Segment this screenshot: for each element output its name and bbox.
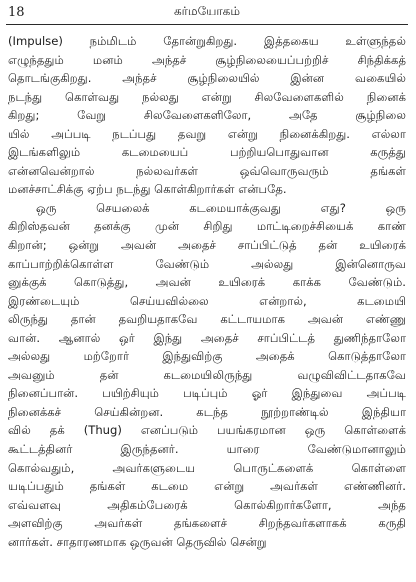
text-line: இடங்களிலும் கடமையைப் பற்றியபொதுவான கருத்து [8, 145, 406, 160]
paragraph [8, 199, 406, 551]
text-line: அவனும் தன் கடமையிலிருந்து வழுவிவிட்டதாகவே [8, 367, 406, 382]
text-line: எவ்வளவு அதிகம்பேரைக் கொல்கிறார்களோ, அந்த [8, 497, 406, 512]
running-title: கர்மயோகம் [173, 4, 240, 18]
header-rule [6, 24, 408, 25]
text-line: தொடங்குகிறது. அந்தச் சூழ்நிலையில் இன்ன வகையில் [8, 71, 406, 86]
text-line: னுக்குக் கொடுத்து, அவன் உயிரைக் காக்க வேண்டும். [8, 275, 406, 290]
text-line: என்னவென்றால் நல்லவர்கள் ஒவ்வொருவரும் தங்கள் [8, 163, 406, 178]
text-line: நடந்து கொள்வது நல்லது என்று சிலவேளைகளில் நினைக் [8, 89, 406, 104]
text-line: மனச்சாட்சிக்கு ஏற்ப நடந்து கொள்கிறார்கள் என்பதே. [8, 182, 287, 197]
text-line: கொல்வதும், அவர்களுடைய பொருட்களைக் கொள்ளை [8, 460, 406, 475]
paragraph [8, 32, 406, 199]
page-number: 18 [8, 4, 25, 20]
text-line: இரண்டையும் செய்யவில்லை என்றால், கடமையி [8, 293, 406, 308]
text-line: வான். ஆனால் ஒர் இந்து அதைச் சாப்பிட்டத் துணிந்தாலோ [8, 330, 406, 345]
text-line: காப்பாற்றிக்கொள்ள வேண்டும் அல்லது இன்னொருவ [8, 256, 406, 271]
text-line: அல்லது மற்றோர் இந்துவிற்கு அதைக் கொடுத்தாலோ [8, 349, 406, 364]
text-line: வில் தக் (Thug) எனப்படும் பயங்கரமான ஒரு கொள்ளைக் [8, 423, 406, 438]
text-line: ஒரு செயலைக் கடமையாக்குவது எது? ஒரு [36, 200, 406, 215]
text-line: நினைக்கச் செய்கின்றன. கடந்த நூற்றாண்டில் இந்தியா [8, 404, 406, 419]
text-line: கிறான்; ஒன்று அவன் அதைச் சாப்பிட்டுத் தன் உயிரைக் [8, 238, 406, 253]
text-line: அளவிற்கு அவர்கள் தங்களைச் சிறந்தவர்களாகக் கருதி [8, 516, 406, 531]
text-line: யடிப்பதும் தங்கள் கடமை என்று அவர்கள் எண்ணினர். [8, 479, 406, 494]
text-line: (Impulse) நம்மிடம் தோன்றுகிறது. இத்தகைய உள்ளுந்தல் [8, 34, 406, 48]
text-line: லிருந்து தான் தவறியதாகவே கட்டாயமாக அவன் எண்ணு [8, 312, 406, 327]
text-line: நினைப்பான். பயிற்சியும் படிப்பும் ஓர் இந்துவை அப்படி [8, 386, 406, 401]
text-line: கிறது; வேறு சிலவேளைகளிலோ, அதே சூழ்நிலை [8, 108, 406, 123]
page-header [8, 2, 406, 22]
text-line: எழுந்ததும் மனம் அந்தச் சூழ்நிலையைப்பற்றிச் சிந்திக்கத் [8, 52, 406, 67]
body-text [8, 32, 406, 551]
text-line: னார்கள். சாதாரணமாக ஒருவன் தெருவில் சென்று [8, 534, 267, 549]
text-line: கூட்டத்தினர் இருந்தனர். யாரை வேண்டுமானாலும் [8, 442, 406, 457]
text-line: யில் அப்படி நடப்பது தவறு என்று நினைக்கிறது. எல்லா [8, 126, 406, 141]
text-line: கிறிஸ்தவன் தனக்கு முன் சிறிது மாட்டிறைச்சியைக் காண் [8, 219, 406, 234]
